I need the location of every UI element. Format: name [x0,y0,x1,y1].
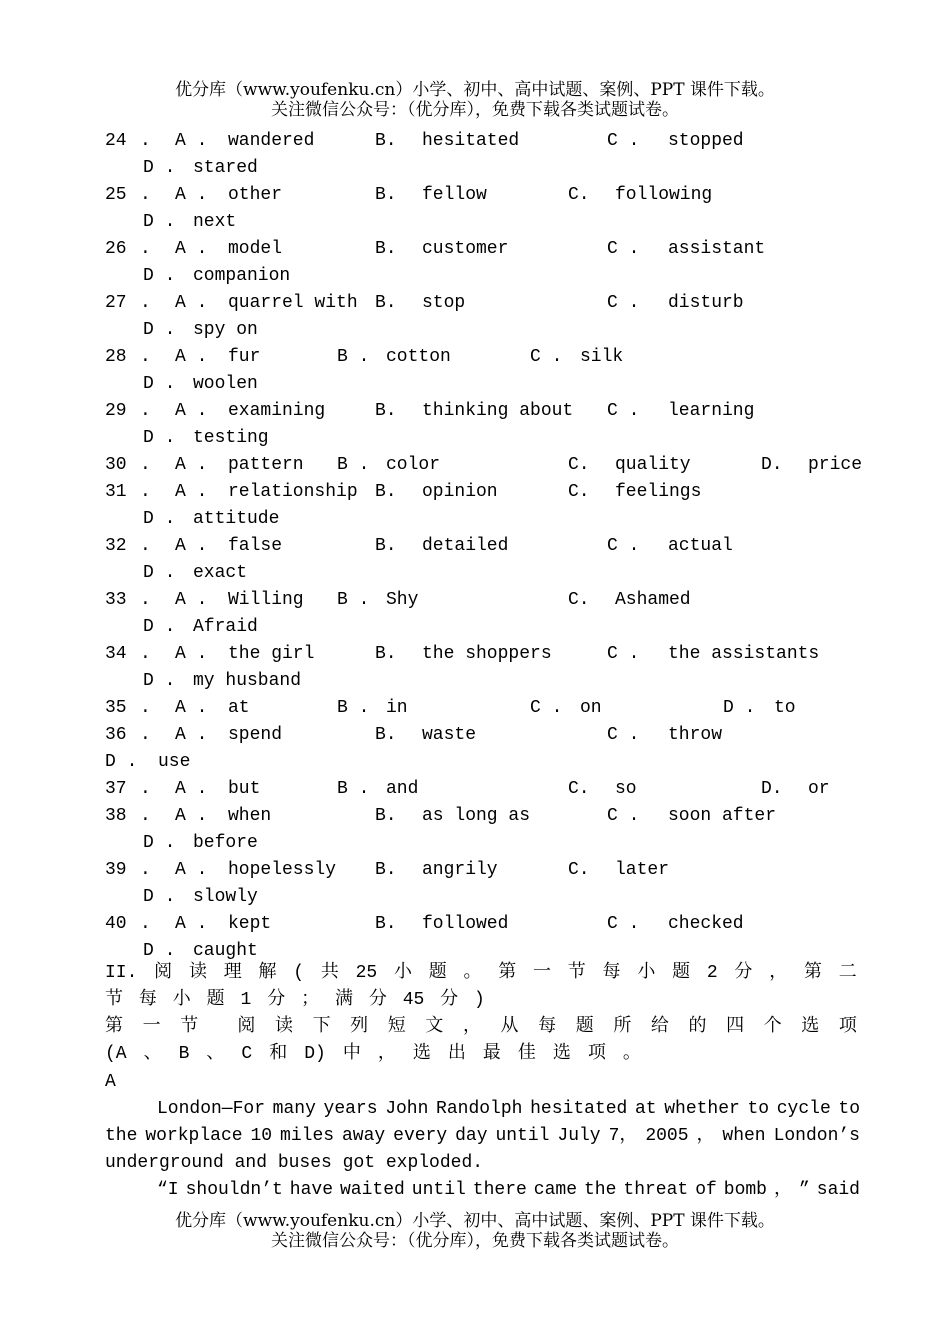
text-token: 佳 [517,1044,536,1064]
option-c-letter: C . [607,725,640,745]
option-b-letter: B. [375,914,397,934]
option-d-text: to [774,698,796,718]
option-d-text: my husband [193,671,302,691]
text-token: cycle [776,1099,831,1119]
option-a-text: relationship [228,482,358,502]
option-d-letter: D . [143,266,176,286]
option-b-text: in [386,698,408,718]
text-token: 每 [602,963,621,983]
text-token: July [557,1126,601,1146]
option-a-letter: A . [175,725,208,745]
text-token: 2005 [645,1126,689,1146]
option-a-letter: A . [175,644,208,664]
option-b-letter: B . [337,698,370,718]
question-dot: . [140,536,151,556]
option-a-letter: A . [175,455,208,475]
text-token: B [178,1044,190,1064]
option-d-letter: D . [143,833,176,853]
option-d-text: spy on [193,320,258,340]
question-number: 24 [105,131,127,151]
text-token: the [105,1126,138,1146]
text-token: threat [623,1180,689,1200]
option-b-text: angrily [422,860,498,880]
question-dot: . [140,293,151,313]
text-token: 分 [267,990,286,1010]
text-token: 7， [608,1126,638,1146]
text-token: until [495,1126,550,1146]
option-a-letter: A . [175,860,208,880]
question-number: 37 [105,779,127,799]
text-token: said [816,1180,860,1200]
text-token: years [323,1099,378,1119]
text-token: away [342,1126,386,1146]
option-b-letter: B . [337,590,370,610]
option-c-text: so [615,779,637,799]
text-token: 分 [734,963,753,983]
option-c-text: silk [580,347,624,367]
question-number: 40 [105,914,127,934]
option-c-text: throw [668,725,723,745]
option-a-letter: A . [175,806,208,826]
option-a-text: Willing [228,590,304,610]
passage-para1-line-1 [157,1098,860,1120]
option-b-text: detailed [422,536,509,556]
passage-para1-line-3: underground and buses got exploded. [105,1153,484,1173]
option-c-letter: C . [530,347,563,367]
option-a-text: other [228,185,283,205]
text-token: 45 [402,990,425,1010]
text-token: 选 [801,1017,820,1037]
text-token: 10 [250,1126,273,1146]
option-a-letter: A . [175,914,208,934]
option-a-letter: A . [175,185,208,205]
text-token: 分 [440,990,459,1010]
option-c-text: on [580,698,602,718]
text-token: 读 [188,963,207,983]
text-token: 下 [312,1017,331,1037]
option-a-text: when [228,806,272,826]
text-token: workplace [145,1126,243,1146]
option-a-letter: A . [175,293,208,313]
option-c-letter: C . [607,536,640,556]
option-d-letter: D. [761,779,783,799]
question-number: 39 [105,860,127,880]
option-c-text: assistant [668,239,766,259]
text-token: 、 [206,1044,225,1064]
option-d-letter: D . [143,617,176,637]
option-c-letter: C . [530,698,563,718]
text-token: 文 [425,1017,444,1037]
question-dot: . [140,914,151,934]
text-token: ， [462,1017,481,1037]
option-a-letter: A . [175,347,208,367]
text-token: 出 [447,1044,466,1064]
question-number: 36 [105,725,127,745]
option-a-text: kept [228,914,272,934]
text-token: 阅 [154,963,173,983]
text-token: 理 [223,963,242,983]
option-c-letter: C . [607,401,640,421]
text-token: when [722,1126,766,1146]
option-c-letter: C . [607,644,640,664]
option-a-letter: A . [175,131,208,151]
option-c-text: Ashamed [615,590,691,610]
text-token: ， [773,1180,792,1200]
option-c-text: the assistants [668,644,820,664]
text-token: 2 [706,963,718,983]
option-a-text: hopelessly [228,860,337,880]
text-token: 小 [172,990,191,1010]
passage-para2-line-1 [157,1179,860,1201]
option-d-letter: D . [143,671,176,691]
text-token: 的 [688,1017,707,1037]
text-token: John [385,1099,429,1119]
text-token: ， [377,1044,396,1064]
question-number: 34 [105,644,127,664]
text-token: came [533,1180,578,1200]
text-token: ) [474,990,485,1010]
option-c-text: soon after [668,806,777,826]
text-token: there [472,1180,527,1200]
text-token: have [289,1180,334,1200]
option-d-letter: D . [143,320,176,340]
text-token: ” [798,1180,810,1200]
option-b-letter: B . [337,347,370,367]
option-b-letter: B . [337,779,370,799]
option-a-letter: A . [175,779,208,799]
question-dot: . [140,698,151,718]
option-b-letter: B. [375,131,397,151]
text-token: Randolph [436,1099,523,1119]
option-b-letter: B . [337,455,370,475]
option-b-letter: B. [375,482,397,502]
option-a-text: but [228,779,261,799]
option-d-letter: D . [143,212,176,232]
option-c-text: following [615,185,713,205]
option-d-text: before [193,833,258,853]
option-c-text: actual [668,536,733,556]
text-token: ， [769,963,788,983]
question-number: 27 [105,293,127,313]
text-token: 小 [637,963,656,983]
page-header-line-2: 关注微信公众号：（优分库），免费下载各类试题试卷。 [271,100,679,120]
question-dot: . [140,239,151,259]
option-b-letter: B. [375,293,397,313]
text-token: bomb [723,1180,767,1200]
option-a-text: wandered [228,131,315,151]
question-dot: . [140,860,151,880]
option-b-letter: B. [375,401,397,421]
text-token: 一 [533,963,552,983]
option-c-letter: C. [568,482,590,502]
option-d-letter: D . [143,158,176,178]
option-d-letter: D . [143,428,176,448]
passage-label: A [105,1072,116,1092]
option-a-text: spend [228,725,283,745]
option-c-letter: C. [568,185,590,205]
option-b-text: thinking about [422,401,574,421]
option-d-text: next [193,212,237,232]
option-a-text: at [228,698,250,718]
text-token: 小 [393,963,412,983]
text-token: 分 [368,990,387,1010]
option-c-letter: C . [607,914,640,934]
option-c-text: checked [668,914,744,934]
text-token: 节 [105,990,123,1010]
option-d-letter: D . [105,752,138,772]
text-token: “I [157,1180,179,1200]
text-token: every [393,1126,448,1146]
question-number: 33 [105,590,127,610]
text-token: London—For [157,1099,266,1119]
option-b-letter: B. [375,644,397,664]
text-token: 选 [412,1044,431,1064]
text-token: ， [696,1126,715,1146]
text-token: 题 [672,963,691,983]
question-number: 29 [105,401,127,421]
text-token: (A [105,1044,127,1064]
text-token: 短 [387,1017,406,1037]
text-token: 给 [650,1017,669,1037]
option-b-letter: B. [375,725,397,745]
text-token: 个 [763,1017,782,1037]
question-number: 35 [105,698,127,718]
instruction-line-1 [105,1016,857,1038]
option-d-letter: D . [143,509,176,529]
option-a-letter: A . [175,401,208,421]
option-b-text: cotton [386,347,451,367]
option-d-text: slowly [193,887,258,907]
option-c-letter: C. [568,779,590,799]
option-b-text: waste [422,725,477,745]
text-token: 、 [143,1044,162,1064]
question-dot: . [140,644,151,664]
option-d-text: attitude [193,509,280,529]
text-token: 一 [142,1017,161,1037]
text-token: to [838,1099,860,1119]
page-header-line-1: 优分库（www.youfenku.cn）小学、初中、高中试题、案例、PPT 课件下载。 [175,80,775,100]
text-token: 。 [463,963,482,983]
question-dot: . [140,401,151,421]
option-d-letter: D . [143,941,176,961]
question-number: 32 [105,536,127,556]
text-token: 项 [587,1044,606,1064]
option-b-text: as long as [422,806,531,826]
text-token: waited [340,1180,405,1200]
option-a-text: pattern [228,455,304,475]
option-d-letter: D . [143,563,176,583]
option-b-text: followed [422,914,509,934]
option-b-text: the shoppers [422,644,552,664]
text-token: 所 [613,1017,632,1037]
option-d-letter: D . [143,887,176,907]
text-token: 读 [274,1017,293,1037]
option-b-letter: B. [375,185,397,205]
option-b-text: color [386,455,441,475]
text-token: London’s [773,1126,860,1146]
question-dot: . [140,347,151,367]
question-number: 31 [105,482,127,502]
option-c-text: quality [615,455,691,475]
option-d-letter: D. [761,455,783,475]
option-b-text: hesitated [422,131,520,151]
option-a-letter: A . [175,536,208,556]
text-token: 阅 [237,1017,256,1037]
text-token: 题 [428,963,447,983]
text-token: until [411,1180,466,1200]
text-token: ( [293,963,305,983]
option-b-letter: B. [375,536,397,556]
question-dot: . [140,806,151,826]
text-token: 第 [105,1017,123,1037]
question-dot: . [140,779,151,799]
option-d-text: stared [193,158,258,178]
passage-para1-line-2 [105,1125,860,1147]
option-d-text: exact [193,563,248,583]
option-c-text: later [615,860,670,880]
text-token: of [695,1180,717,1200]
question-dot: . [140,455,151,475]
option-a-letter: A . [175,239,208,259]
option-a-letter: A . [175,590,208,610]
option-d-letter: D . [723,698,756,718]
option-b-text: opinion [422,482,498,502]
text-token: 节 [180,1017,199,1037]
text-token: 每 [138,990,157,1010]
option-c-letter: C . [607,806,640,826]
text-token: 列 [350,1017,369,1037]
text-token: the [584,1180,617,1200]
text-token: 25 [355,963,378,983]
question-dot: . [140,185,151,205]
option-c-text: stopped [668,131,744,151]
text-token: 和 [269,1044,288,1064]
option-b-letter: B. [375,860,397,880]
option-c-letter: C . [607,239,640,259]
option-d-text: companion [193,266,291,286]
option-a-text: model [228,239,283,259]
instruction-line-2 [105,1043,641,1065]
option-d-text: woolen [193,374,258,394]
section-heading-line-2 [105,989,485,1011]
option-a-letter: A . [175,698,208,718]
text-token: 最 [482,1044,501,1064]
option-b-text: customer [422,239,509,259]
option-d-text: Afraid [193,617,258,637]
text-token: miles [280,1126,335,1146]
option-b-text: stop [422,293,466,313]
option-c-letter: C. [568,860,590,880]
option-a-text: quarrel with [228,293,358,313]
text-token: 第 [803,963,822,983]
text-token: C [241,1044,253,1064]
option-b-letter: B. [375,806,397,826]
option-d-letter: D . [143,374,176,394]
option-d-text: or [808,779,830,799]
option-c-text: feelings [615,482,702,502]
text-token: 1 [240,990,252,1010]
question-number: 26 [105,239,127,259]
text-token: 从 [500,1017,519,1037]
option-c-text: disturb [668,293,744,313]
question-number: 30 [105,455,127,475]
text-token: 题 [206,990,225,1010]
text-token: 。 [622,1044,641,1064]
option-c-letter: C . [607,131,640,151]
option-a-text: fur [228,347,261,367]
page-footer-line-1: 优分库（www.youfenku.cn）小学、初中、高中试题、案例、PPT 课件下载。 [175,1211,775,1231]
question-dot: . [140,482,151,502]
option-a-text: false [228,536,283,556]
text-token: 满 [334,990,353,1010]
option-b-letter: B. [375,239,397,259]
question-dot: . [140,590,151,610]
question-dot: . [140,131,151,151]
option-d-text: testing [193,428,269,448]
option-b-text: fellow [422,185,487,205]
option-a-letter: A . [175,482,208,502]
text-token: at [634,1099,657,1119]
text-token: II. [105,963,138,983]
text-token: 二 [838,963,857,983]
text-token: to [747,1099,770,1119]
option-d-text: price [808,455,863,475]
text-token: 每 [538,1017,557,1037]
text-token: 四 [726,1017,745,1037]
text-token: whether [664,1099,740,1119]
option-a-text: examining [228,401,326,421]
option-b-text: and [386,779,419,799]
text-token: D) [304,1044,326,1064]
question-number: 38 [105,806,127,826]
text-token: ； [301,990,320,1010]
text-token: 项 [838,1017,857,1037]
question-dot: . [140,725,151,745]
option-c-text: learning [668,401,755,421]
option-d-text: caught [193,941,258,961]
page-footer-line-2: 关注微信公众号：（优分库），免费下载各类试题试卷。 [271,1231,679,1251]
option-c-letter: C . [607,293,640,313]
text-token: 节 [567,963,586,983]
question-number: 25 [105,185,127,205]
option-c-letter: C. [568,590,590,610]
text-token: hesitated [530,1099,628,1119]
option-b-text: Shy [386,590,419,610]
option-c-letter: C. [568,455,590,475]
text-token: 题 [575,1017,594,1037]
text-token: 中 [342,1044,361,1064]
text-token: day [455,1126,488,1146]
text-token: 解 [258,963,277,983]
question-number: 28 [105,347,127,367]
text-token: shouldn’t [185,1180,283,1200]
text-token: 第 [498,963,517,983]
option-a-text: the girl [228,644,315,664]
option-d-text: use [158,752,191,772]
text-token: 共 [320,963,339,983]
section-heading-line-1 [105,962,857,984]
text-token: 选 [552,1044,571,1064]
text-token: many [272,1099,316,1119]
